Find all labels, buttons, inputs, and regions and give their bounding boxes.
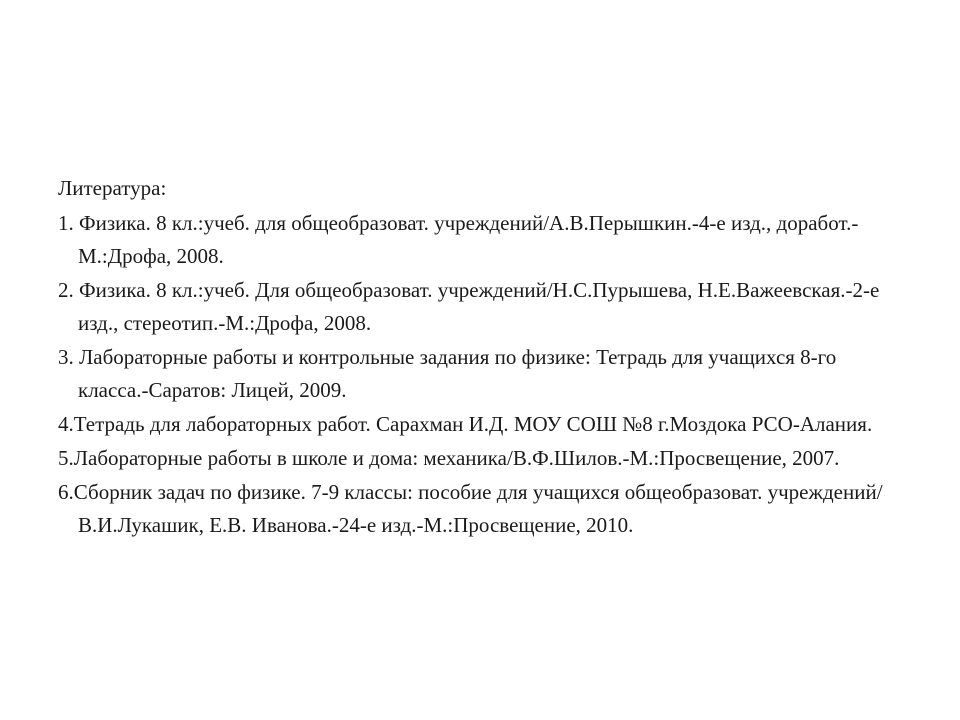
reference-item-4: 4.Тетрадь для лабораторных работ. Сарахман И.Д. МОУ СОШ №8 г.Моздока РСО-Алания.: [58, 412, 873, 436]
reference-item-2: 2. Физика. 8 кл.:учеб. Для общеобразоват. учреждений/Н.С.Пурышева, Н.Е.Важеевская.-2-е изд., стереотип.-М.:Дрофа, 2008.: [58, 278, 880, 335]
reference-item-1: 1. Физика. 8 кл.:учеб. для общеобразоват. учреждений/А.В.Перышкин.-4-е изд., доработ.-М.:Дрофа, 2008.: [58, 211, 859, 268]
reference-item-5: 5.Лабораторные работы в школе и дома: механика/В.Ф.Шилов.-М.:Просвещение, 2007.: [58, 446, 840, 470]
literature-section: [58, 172, 908, 542]
literature-heading: Литература:: [58, 176, 167, 200]
reference-item-6: 6.Сборник задач по физике. 7-9 классы: пособие для учащихся общеобразоват. учреждений/ В.И.Лукашик, Е.В. Иванова.-24-е изд.-М.:Просвещение, 2010.: [58, 480, 883, 537]
reference-item-3: 3. Лабораторные работы и контрольные задания по физике: Тетрадь для учащихся 8-го класса.-Саратов: Лицей, 2009.: [58, 345, 837, 402]
reference-list: [58, 207, 908, 542]
